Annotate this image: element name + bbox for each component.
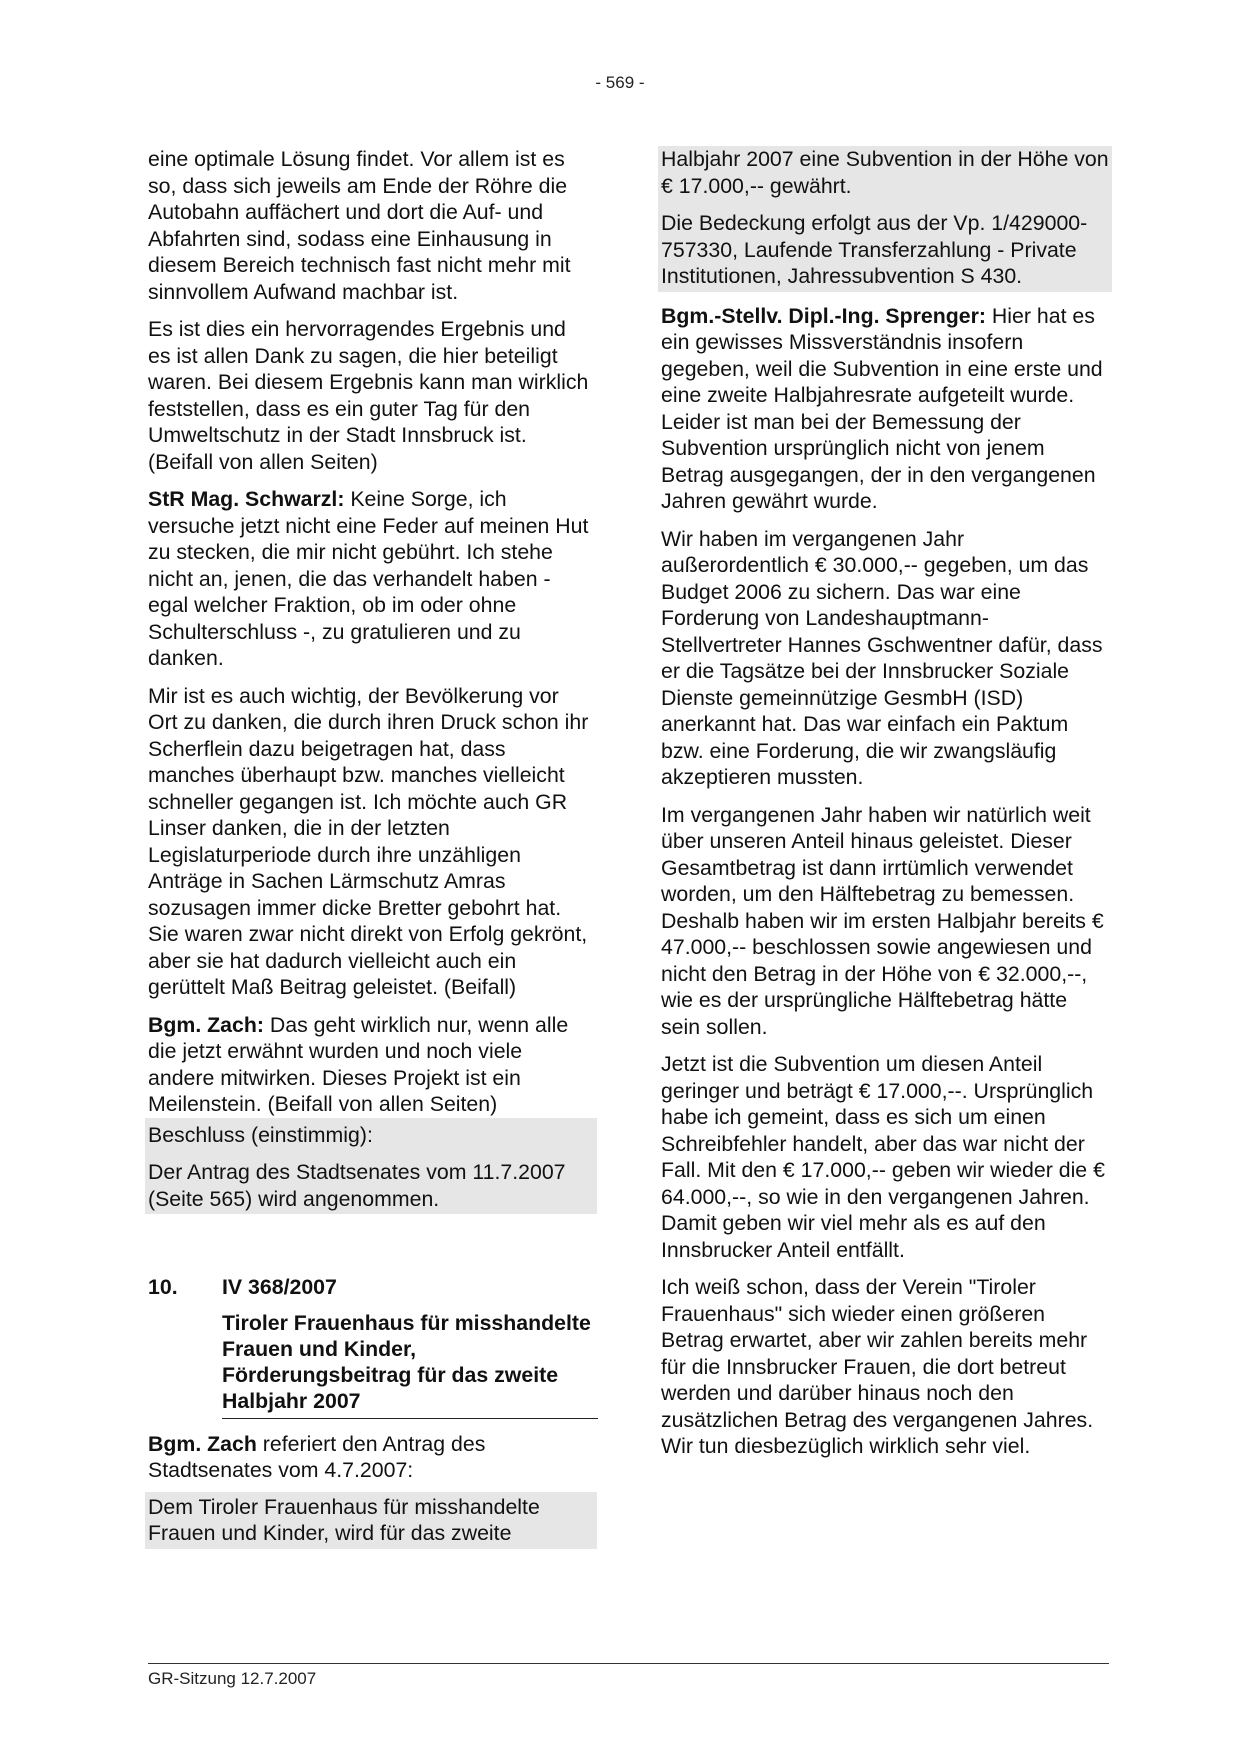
agenda-item-heading (148, 1274, 594, 1301)
speaker-name: StR Mag. Schwarzl: (148, 487, 345, 511)
resolution-text: Der Antrag des Stadtsenates vom 11.7.2007 (Seite 565) wird angenommen. (148, 1160, 566, 1211)
agenda-item-code: IV 368/2007 (222, 1275, 337, 1299)
speech-text: Das geht wirklich nur, wenn alle die jetzt erwähnt wurden und noch viele andere mitwirken. Dieses Projekt ist ein Meilenstein. (Beifall von allen Seiten) (148, 1012, 569, 1116)
speaker-name: Bgm.-Stellv. Dipl.-Ing. Sprenger: (661, 303, 986, 328)
motion-continued-block (658, 146, 1112, 292)
page-number: - 569 - (595, 73, 645, 92)
speech-paragraph (148, 486, 594, 672)
coverage-text: Die Bedeckung erfolgt aus der Vp. 1/429000-757330, Laufende Transferzahlung - Private Institutionen, Jahressubvention S 430. (661, 211, 1088, 288)
paragraph: Im vergangenen Jahr haben wir natürlich weit über unseren Anteil hinaus geleistet. Dieser Gesamtbetrag ist dann irrtümlich verwendet worden, um den Hälftebetrag zu bemessen. Deshalb haben wir im ersten Halbjahr bereits € 47.000,-- beschlossen sowie angewiesen und nicht den Betrag in der Höhe von € 32.000,--, wie es der ursprüngliche Hälftebetrag hätte sein sollen. (661, 802, 1104, 1039)
motion-text-block (145, 1492, 597, 1549)
speaker-name: Bgm. Zach: (148, 1012, 264, 1037)
footer-text: GR-Sitzung 12.7.2007 (148, 1669, 317, 1688)
speech-text: Keine Sorge, ich versuche jetzt nicht eine Feder auf meinen Hut zu stecken, die mir nicht gebührt. Ich stehe nicht an, jenen, die das verhandelt haben - egal welcher Fraktion, ob im oder ohne Schulterschluss -, zu gratulieren und zu danken. (148, 487, 589, 670)
footer-divider (148, 1663, 1109, 1664)
left-column (148, 146, 594, 1560)
speech-text: Hier hat es ein gewisses Missverständnis insofern gegeben, weil die Subvention in eine erste und eine zweite Halbjahresrate aufgeteilt wurde. Leider ist man bei der Bemessung der Subvention ursprünglich nicht von jenem Betrag ausgegangen, der in den vergangenen Jahren gewährt wurde. (661, 303, 1103, 513)
paragraph: Ich weiß schon, dass der Verein "Tiroler Frauenhaus" sich wieder einen größeren Betrag erwartet, aber wir zahlen bereits mehr für die Innsbrucker Frauen, die dort betreut werden und darüber hinaus noch den zusätzlichen Betrag des vergangenen Jahres. Wir tun diesbezüglich wirklich sehr viel. (661, 1275, 1094, 1458)
paragraph: eine optimale Lösung findet. Vor allem ist es so, dass sich jeweils am Ende der Röhre die Autobahn auffächert und dort die Auf- und Abfahrten sind, sodass eine Einhausung in diesem Bereich technisch fast nicht mehr mit sinnvollem Aufwand machbar ist. (148, 147, 571, 304)
agenda-item-number: 10. (148, 1275, 178, 1299)
paragraph: Mir ist es auch wichtig, der Bevölkerung vor Ort zu danken, die durch ihren Druck schon ihr Scherflein dazu beigetragen hat, dass manches überhaupt bzw. manches vielleicht schneller gegangen ist. Ich möchte auch GR Linser danken, die in der letzten Legislaturperiode durch ihre unzähligen Anträge in Sachen Lärmschutz Amras sozusagen immer dicke Bretter gebohrt hat. Sie waren zwar nicht direkt von Erfolg gekrönt, aber sie hat dadurch vielleicht auch ein gerüttelt Maß Beitrag geleistet. (Beifall) (148, 683, 589, 999)
paragraph: Wir haben im vergangenen Jahr außerordentlich € 30.000,-- gegeben, um das Budget 2006 zu sichern. Das war eine Forderung von Landeshauptmann-Stellvertreter Hannes Gschwentner dafür, dass er die Tagsätze bei der Innsbrucker Soziale Dienste gemeinnützige GesmbH (ISD) anerkannt hat. Das war einfach ein Paktum bzw. eine Forderung, die wir zwangsläufig akzeptieren mussten. (661, 526, 1103, 789)
paragraph: Jetzt ist die Subvention um diesen Anteil geringer und beträgt € 17.000,--. Ursprünglich habe ich gemeint, dass es sich um einen Schreibfehler handelt, aber das war nicht der Fall. Mit den € 17.000,-- geben wir wieder die € 64.000,--, so wie in den vergangenen Jahren. Damit geben wir viel mehr als es auf den Innsbrucker Anteil entfällt. (661, 1052, 1105, 1262)
resolution-label: Beschluss (einstimmig): (148, 1122, 373, 1147)
speech-paragraph (148, 1012, 594, 1118)
speech-paragraph (148, 1431, 594, 1484)
paragraph: Es ist dies ein hervorragendes Ergebnis und es ist allen Dank zu sagen, die hier beteiligt waren. Bei diesem Ergebnis kann man wirklich feststellen, dass es ein guter Tag für den Umweltschutz in der Stadt Innsbruck ist. (Beifall von allen Seiten) (148, 317, 589, 474)
speech-text: referiert den Antrag des Stadtsenates vom 4.7.2007: (148, 1431, 486, 1482)
resolution-block (145, 1118, 597, 1215)
motion-text: Halbjahr 2007 eine Subvention in der Höhe von € 17.000,-- gewährt. (661, 147, 1109, 198)
motion-text: Dem Tiroler Frauenhaus für misshandelte Frauen und Kinder, wird für das zweite (148, 1494, 540, 1545)
speaker-name: Bgm. Zach (148, 1431, 257, 1456)
right-column (661, 146, 1109, 1471)
speech-paragraph (661, 303, 1109, 515)
agenda-item-title: Tiroler Frauenhaus für misshandelte Frauen und Kinder, Förderungsbeitrag für das zweite Halbjahr 2007 (222, 1310, 598, 1419)
